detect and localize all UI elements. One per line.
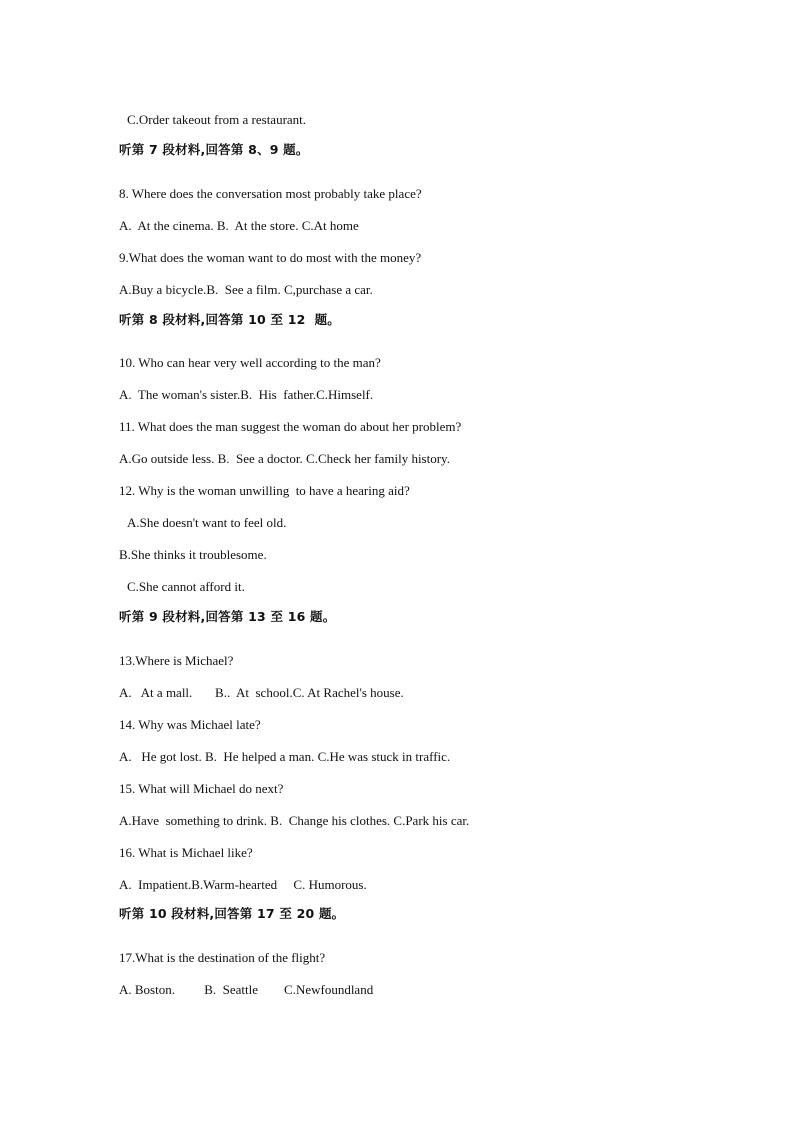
section-heading: 听第 9 段材料,回答第 13 至 16 题。 [119,609,336,624]
option-line: A.Buy a bicycle.B. See a film. C,purchase a car. [119,282,373,297]
question-line: 12. Why is the woman unwilling to have a hearing aid? [119,483,410,498]
section-heading: 听第 8 段材料,回答第 10 至 12 题。 [119,312,340,327]
option-line: A. At a mall. B.. At school.C. At Rachel's house. [119,685,404,700]
question-line: 10. Who can hear very well according to the man? [119,355,381,370]
question-line: 8. Where does the conversation most probably take place? [119,186,422,201]
section-heading: 听第 7 段材料,回答第 8、9 题。 [119,142,309,157]
question-line: 9.What does the woman want to do most with the money? [119,250,422,265]
option-line: A.She doesn't want to feel old. [127,515,287,530]
question-line: 14. Why was Michael late? [119,717,261,732]
section-heading: 听第 10 段材料,回答第 17 至 20 题。 [119,906,345,921]
question-line: 11. What does the man suggest the woman do about her problem? [119,419,462,434]
option-line: B.She thinks it troublesome. [119,547,267,562]
option-line: C.Order takeout from a restaurant. [127,112,307,127]
question-line: 15. What will Michael do next? [119,781,284,796]
option-line: A.Have something to drink. B. Change his clothes. C.Park his car. [119,813,470,828]
option-line: A.Go outside less. B. See a doctor. C.Check her family history. [119,451,450,466]
option-line: A. The woman's sister.B. His father.C.Himself. [119,387,374,402]
option-line: A. At the cinema. B. At the store. C.At home [119,218,359,233]
option-line: C.She cannot afford it. [127,579,245,594]
option-line: A. Impatient.B.Warm-hearted C. Humorous. [119,877,367,892]
question-line: 13.Where is Michael? [119,653,234,668]
option-line: A. He got lost. B. He helped a man. C.He was stuck in traffic. [119,749,451,764]
question-line: 17.What is the destination of the flight? [119,950,326,965]
question-line: 16. What is Michael like? [119,845,253,860]
option-line: A. Boston. B. Seattle C.Newfoundland [119,982,374,997]
